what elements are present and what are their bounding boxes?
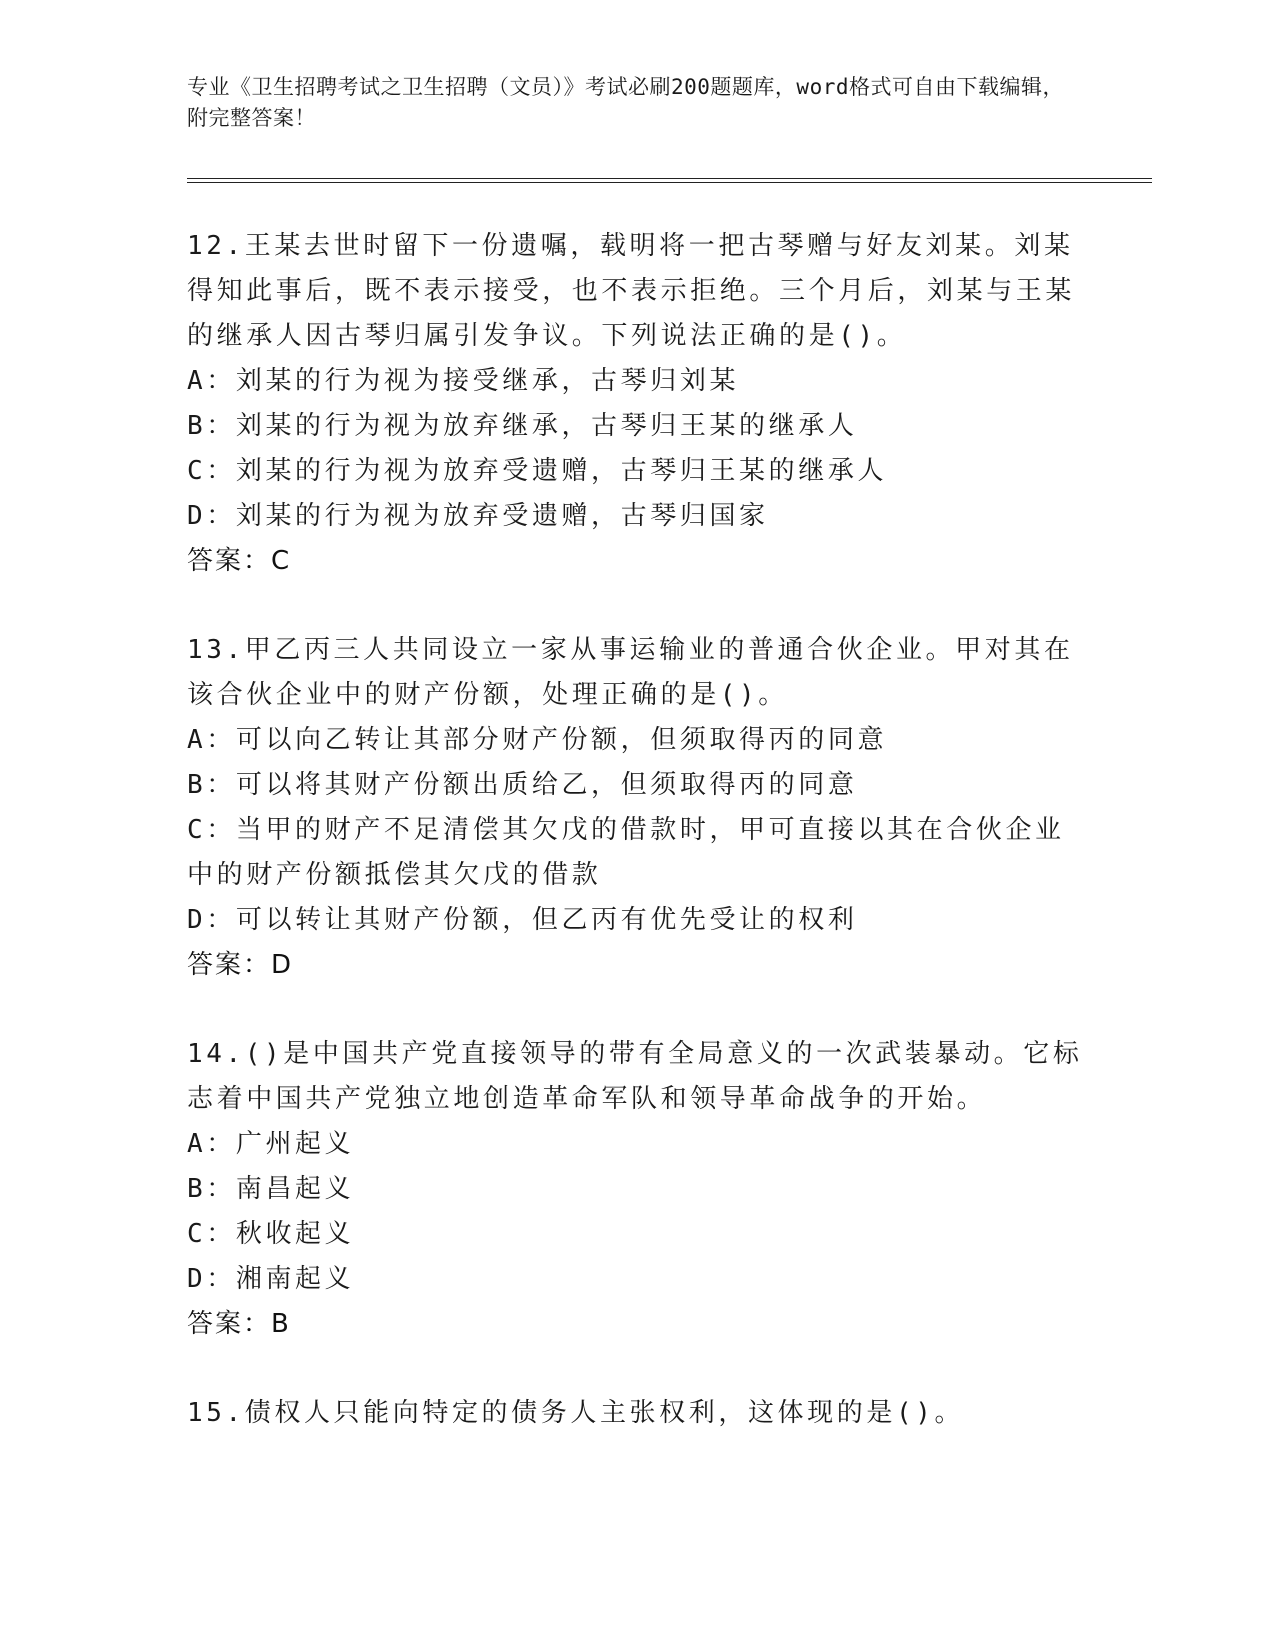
option-b: B：可以将其财产份额出质给乙，但须取得丙的同意 <box>187 770 858 800</box>
option-d: D：刘某的行为视为放弃受遗赠，古琴归国家 <box>187 501 769 531</box>
question-13 <box>187 628 1087 988</box>
header-rule-top <box>187 178 1152 179</box>
answer-line: 答案：B <box>187 1309 291 1339</box>
question-stem: 15.债权人只能向特定的债务人主张权利，这体现的是()。 <box>187 1398 965 1428</box>
answer-line: 答案：D <box>187 950 294 980</box>
option-b: B：刘某的行为视为放弃继承，古琴归王某的继承人 <box>187 411 858 441</box>
option-a: A：广州起义 <box>187 1129 355 1159</box>
option-c: C：秋收起义 <box>187 1219 355 1249</box>
option-c: C：当甲的财产不足清偿其欠戊的借款时，甲可直接以其在合伙企业中的财产份额抵偿其欠戊的借款 <box>187 815 1065 890</box>
question-stem: 13.甲乙丙三人共同设立一家从事运输业的普通合伙企业。甲对其在该合伙企业中的财产份额，处理正确的是()。 <box>187 635 1074 710</box>
question-12 <box>187 224 1087 584</box>
answer-line: 答案：C <box>187 546 292 576</box>
question-15 <box>187 1391 1087 1436</box>
question-stem: 12.王某去世时留下一份遗嘱，载明将一把古琴赠与好友刘某。刘某得知此事后，既不表示接受，也不表示拒绝。三个月后，刘某与王某的继承人因古琴归属引发争议。下列说法正确的是()。 <box>187 231 1076 351</box>
header-text: 专业《卫生招聘考试之卫生招聘（文员）》考试必刷200题题库，word格式可自由下载编辑，附完整答案！ <box>187 75 1064 130</box>
document-header <box>187 72 1067 134</box>
option-b: B：南昌起义 <box>187 1174 355 1204</box>
option-a: A：刘某的行为视为接受继承，古琴归刘某 <box>187 366 740 396</box>
option-d: D：可以转让其财产份额，但乙丙有优先受让的权利 <box>187 905 858 935</box>
option-d: D：湘南起义 <box>187 1264 355 1294</box>
option-c: C：刘某的行为视为放弃受遗赠，古琴归王某的继承人 <box>187 456 888 486</box>
option-a: A：可以向乙转让其部分财产份额，但须取得丙的同意 <box>187 725 888 755</box>
header-rule-bottom <box>187 182 1152 183</box>
question-stem: 14.()是中国共产党直接领导的带有全局意义的一次武装暴动。它标志着中国共产党独立地创造革命军队和领导革命战争的开始。 <box>187 1039 1083 1114</box>
question-14 <box>187 1032 1087 1347</box>
